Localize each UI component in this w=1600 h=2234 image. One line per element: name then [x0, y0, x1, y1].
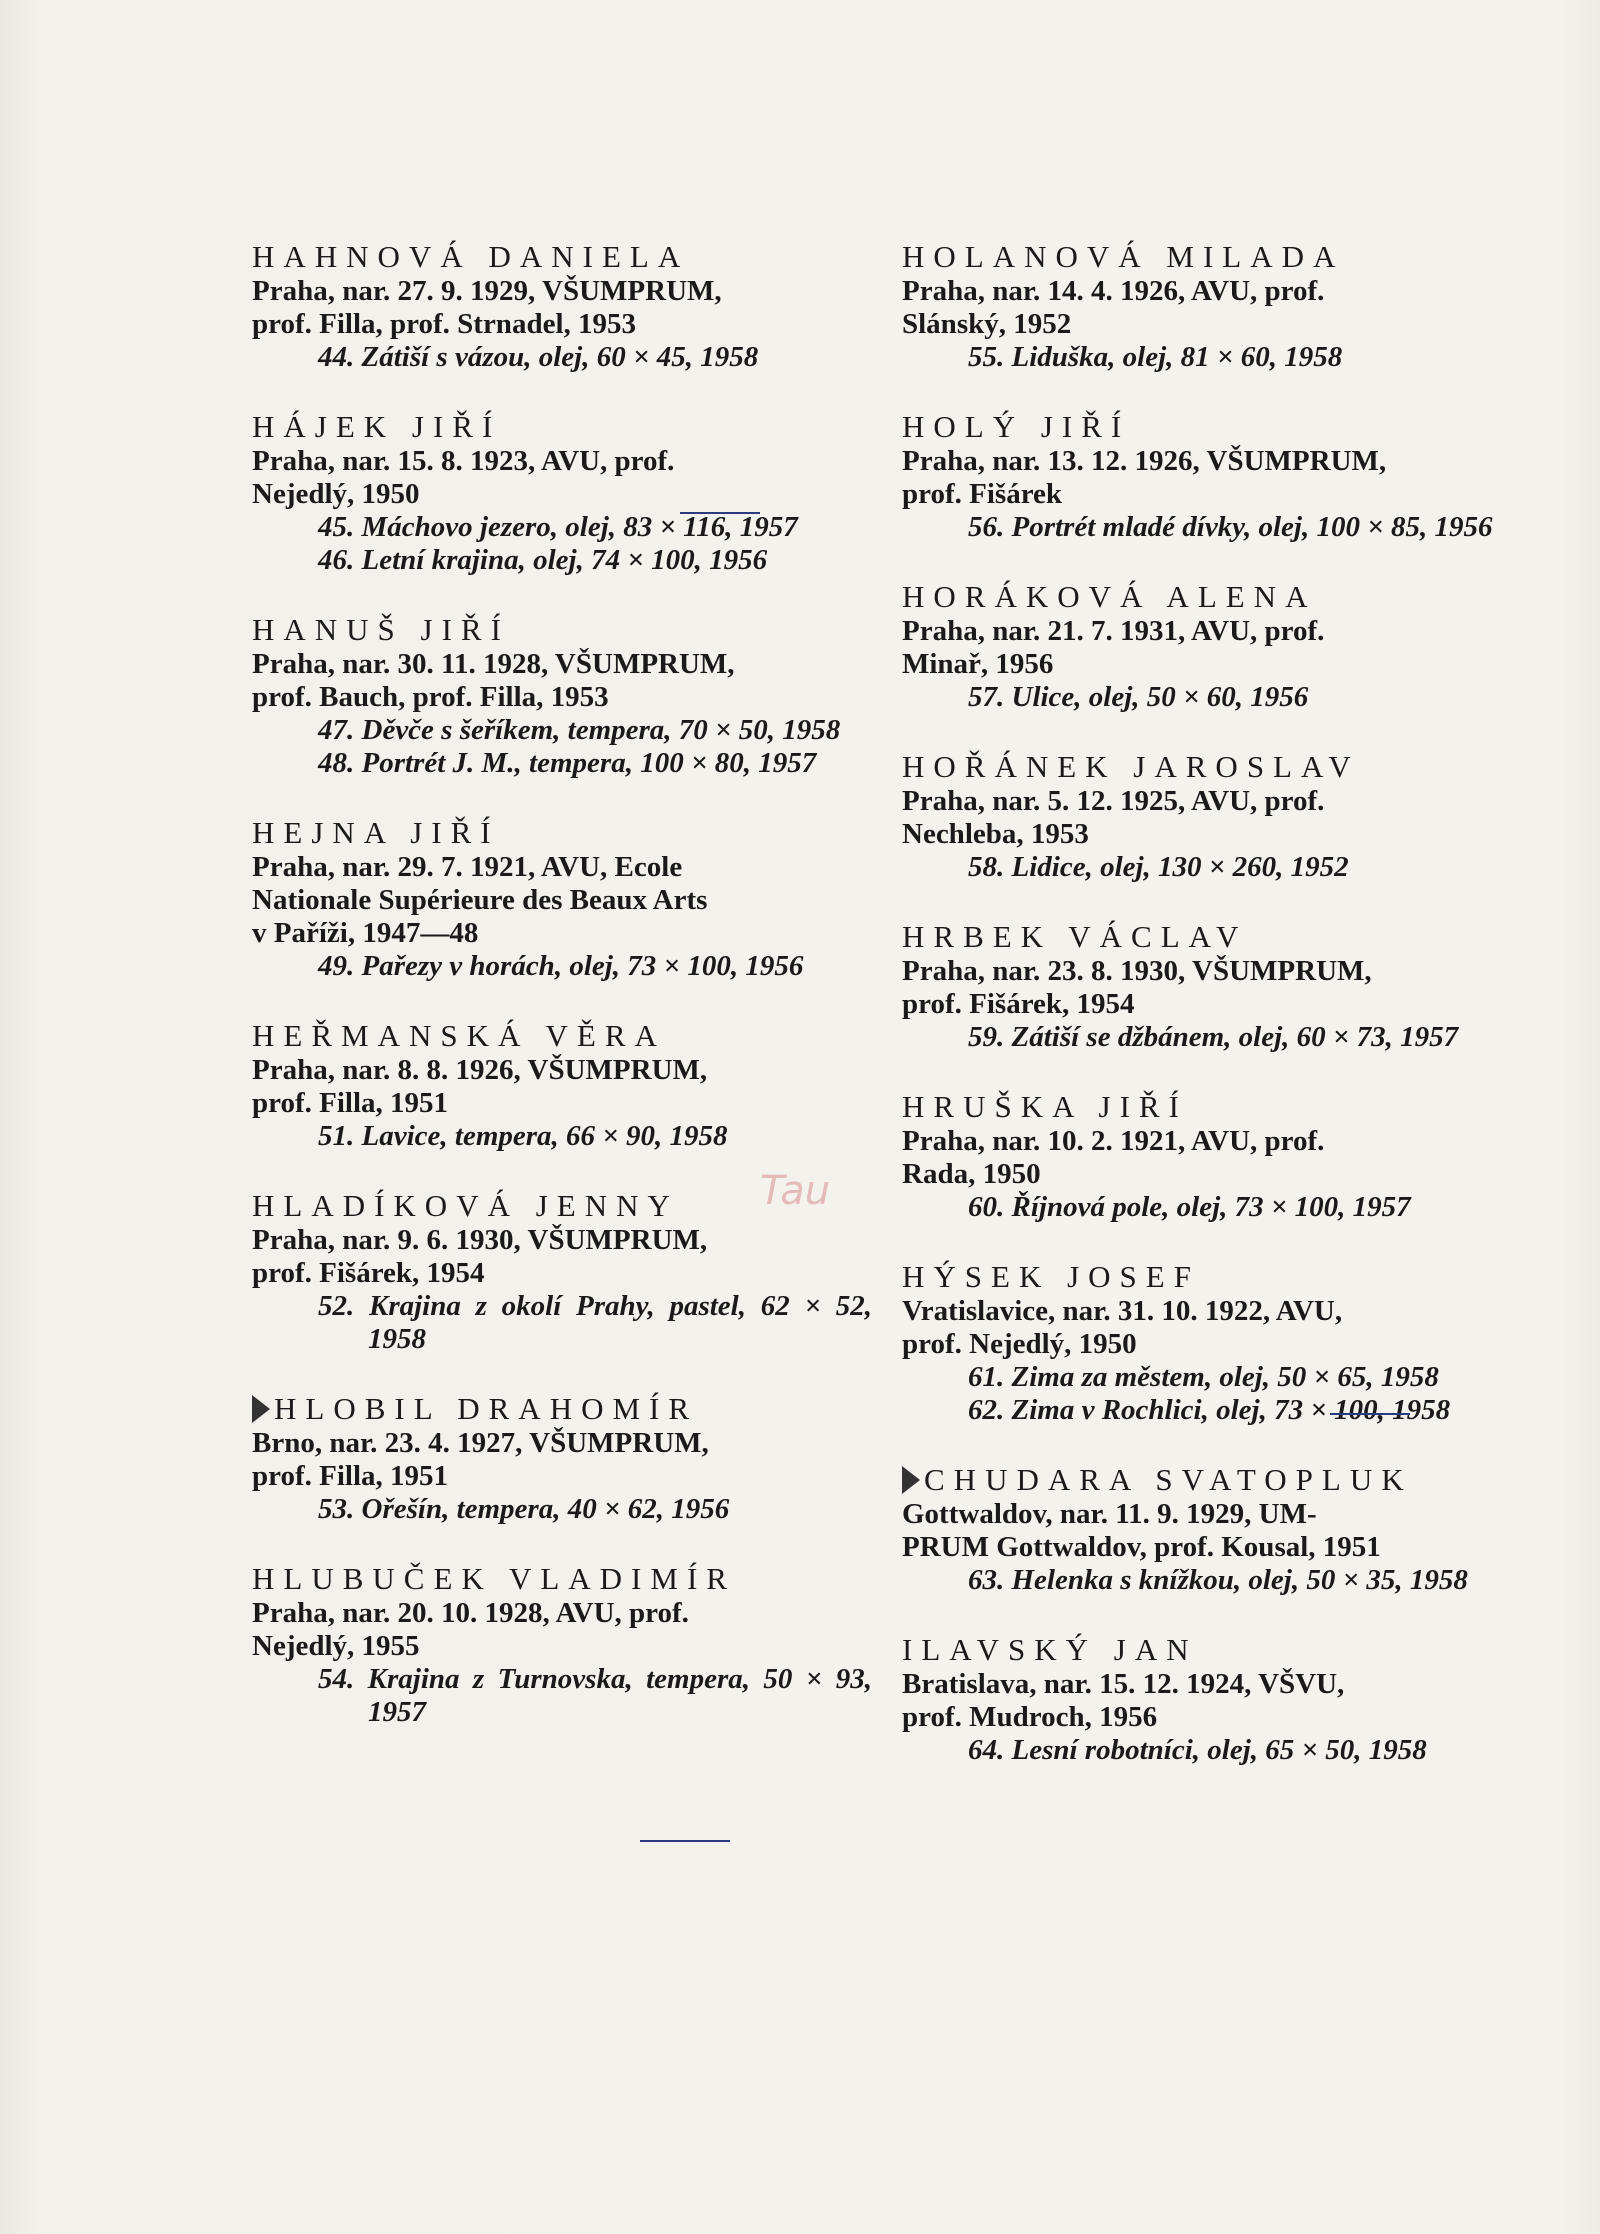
artist-name	[902, 748, 1522, 785]
artist-name-text: HLADÍKOVÁ JENNY	[252, 1188, 679, 1223]
artist-entry	[902, 408, 1522, 544]
artist-name	[252, 1390, 872, 1427]
artwork-item: 52. Krajina z okolí Prahy, pastel, 62 × 52, 1958	[318, 1290, 872, 1355]
artist-bio	[252, 275, 872, 341]
artist-name	[252, 814, 872, 851]
artist-name-text: HORÁKOVÁ ALENA	[902, 579, 1317, 614]
artwork-item: 57. Ulice, olej, 50 × 60, 1956	[968, 681, 1309, 713]
artwork-item: 53. Ořešín, tempera, 40 × 62, 1956	[318, 1493, 730, 1525]
artist-bio	[252, 648, 872, 714]
bio-line: prof. Filla, 1951	[252, 1460, 449, 1492]
bio-line: Vratislavice, nar. 31. 10. 1922, AVU,	[902, 1295, 1343, 1327]
artist-entry	[252, 1560, 872, 1729]
artist-bio	[252, 851, 872, 950]
artwork-item: 46. Letní krajina, olej, 74 × 100, 1956	[318, 544, 768, 576]
bio-line: Praha, nar. 8. 8. 1926, VŠUMPRUM,	[252, 1054, 708, 1086]
artist-entry	[252, 611, 872, 780]
bio-line: Praha, nar. 30. 11. 1928, VŠUMPRUM,	[252, 648, 735, 680]
bio-line: Praha, nar. 14. 4. 1926, AVU, prof.	[902, 275, 1325, 307]
artist-name	[902, 1461, 1522, 1498]
bio-line: Brno, nar. 23. 4. 1927, VŠUMPRUM,	[252, 1427, 709, 1459]
bio-line: prof. Nejedlý, 1950	[902, 1328, 1137, 1360]
artist-entry	[252, 1390, 872, 1526]
artist-bio	[252, 1427, 872, 1493]
left-column	[252, 238, 872, 1763]
artist-entry	[902, 1088, 1522, 1224]
artist-entry	[902, 578, 1522, 714]
artist-bio	[902, 1668, 1522, 1734]
bio-line: Praha, nar. 10. 2. 1921, AVU, prof.	[902, 1125, 1325, 1157]
artist-name-text: HOLÝ JIŘÍ	[902, 409, 1131, 444]
artist-name-text: CHUDARA SVATOPLUK	[924, 1462, 1413, 1497]
artwork-item: 61. Zima za městem, olej, 50 × 65, 1958	[968, 1361, 1439, 1393]
bio-line: Minař, 1956	[902, 648, 1054, 680]
marker-arrow-icon	[252, 1395, 270, 1423]
artist-name-text: HOLANOVÁ MILADA	[902, 239, 1345, 274]
artist-name-text: HRBEK VÁCLAV	[902, 919, 1248, 954]
pen-underline	[1330, 1413, 1410, 1415]
artist-name	[252, 408, 872, 445]
artist-name	[902, 1258, 1522, 1295]
pen-underline	[680, 512, 760, 514]
bio-line: Praha, nar. 23. 8. 1930, VŠUMPRUM,	[902, 955, 1372, 987]
artist-bio	[252, 1054, 872, 1120]
artist-name	[252, 1017, 872, 1054]
bio-line: Nationale Supérieure des Beaux Arts	[252, 884, 708, 916]
artist-name	[252, 611, 872, 648]
bio-line: Praha, nar. 15. 8. 1923, AVU, prof.	[252, 445, 675, 477]
artist-name	[902, 1088, 1522, 1125]
artist-bio	[902, 445, 1522, 511]
bio-line: v Paříži, 1947—48	[252, 917, 479, 949]
bio-line: PRUM Gottwaldov, prof. Kousal, 1951	[902, 1531, 1381, 1563]
pen-underline	[640, 1840, 730, 1842]
artwork-item: 47. Děvče s šeříkem, tempera, 70 × 50, 1958	[318, 714, 841, 746]
artwork-item: 51. Lavice, tempera, 66 × 90, 1958	[318, 1120, 728, 1152]
artist-name-text: HEJNA JIŘÍ	[252, 815, 500, 850]
marker-arrow-icon	[902, 1466, 920, 1494]
artwork-item: 48. Portrét J. M., tempera, 100 × 80, 1957	[318, 747, 817, 779]
artist-entry	[252, 408, 872, 577]
artist-name	[902, 578, 1522, 615]
artwork-item: 44. Zátiší s vázou, olej, 60 × 45, 1958	[318, 341, 759, 373]
artist-name-text: HLUBUČEK VLADIMÍR	[252, 1561, 736, 1596]
bio-line: Rada, 1950	[902, 1158, 1041, 1190]
artwork-item: 56. Portrét mladé dívky, olej, 100 × 85, 1956	[968, 511, 1493, 543]
bio-line: Praha, nar. 29. 7. 1921, AVU, Ecole	[252, 851, 683, 883]
artist-entry	[902, 238, 1522, 374]
artwork-item: 45. Máchovo jezero, olej, 83 × 116, 1957	[318, 511, 798, 543]
artist-bio	[902, 1295, 1522, 1361]
artwork-item: 58. Lidice, olej, 130 × 260, 1952	[968, 851, 1349, 883]
bio-line: Nejedlý, 1950	[252, 478, 420, 510]
bio-line: Nejedlý, 1955	[252, 1630, 420, 1662]
artist-bio	[902, 955, 1522, 1021]
artist-entry	[902, 748, 1522, 884]
artist-bio	[902, 615, 1522, 681]
bio-line: Praha, nar. 20. 10. 1928, AVU, prof.	[252, 1597, 689, 1629]
artist-name-text: HAHNOVÁ DANIELA	[252, 239, 690, 274]
bio-line: Praha, nar. 27. 9. 1929, VŠUMPRUM,	[252, 275, 722, 307]
artist-name-text: HÁJEK JIŘÍ	[252, 409, 502, 444]
artwork-item: 63. Helenka s knížkou, olej, 50 × 35, 1958	[968, 1564, 1468, 1596]
right-column	[902, 238, 1522, 1801]
artist-entry	[252, 238, 872, 374]
artwork-item: 59. Zátiší se džbánem, olej, 60 × 73, 1957	[968, 1021, 1459, 1053]
artist-name	[252, 238, 872, 275]
artist-bio	[902, 785, 1522, 851]
artist-entry	[902, 1631, 1522, 1767]
artist-name-text: ILAVSKÝ JAN	[902, 1632, 1198, 1667]
bio-line: prof. Mudroch, 1956	[902, 1701, 1158, 1733]
artist-name-text: HÝSEK JOSEF	[902, 1259, 1200, 1294]
artwork-item: 54. Krajina z Turnovska, tempera, 50 × 93, 1957	[318, 1663, 872, 1728]
bio-line: Bratislava, nar. 15. 12. 1924, VŠVU,	[902, 1668, 1345, 1700]
bio-line: prof. Fišárek, 1954	[902, 988, 1135, 1020]
artist-entry	[902, 918, 1522, 1054]
artist-bio	[902, 1498, 1522, 1564]
artist-name	[902, 408, 1522, 445]
artist-name-text: HEŘMANSKÁ VĚRA	[252, 1018, 666, 1053]
artist-name	[252, 1560, 872, 1597]
artist-bio	[252, 1597, 872, 1663]
artist-entry	[252, 1017, 872, 1153]
artist-name-text: HRUŠKA JIŘÍ	[902, 1089, 1188, 1124]
bio-line: prof. Fišárek	[902, 478, 1063, 510]
artist-entry	[252, 814, 872, 983]
artwork-item: 62. Zima v Rochlici, olej, 73 × 100, 1958	[968, 1394, 1451, 1426]
artist-bio	[252, 445, 872, 511]
artist-name	[902, 918, 1522, 955]
bio-line: prof. Fišárek, 1954	[252, 1257, 485, 1289]
artist-name-text: HANUŠ JIŘÍ	[252, 612, 510, 647]
bio-line: Praha, nar. 9. 6. 1930, VŠUMPRUM,	[252, 1224, 708, 1256]
artwork-item: 49. Pařezy v horách, olej, 73 × 100, 1956	[318, 950, 804, 982]
bio-line: Praha, nar. 21. 7. 1931, AVU, prof.	[902, 615, 1325, 647]
artist-name	[902, 238, 1522, 275]
artist-bio	[252, 1224, 872, 1290]
artist-bio	[902, 1125, 1522, 1191]
bio-line: prof. Filla, prof. Strnadel, 1953	[252, 308, 636, 340]
artwork-item: 60. Říjnová pole, olej, 73 × 100, 1957	[968, 1191, 1411, 1223]
artwork-item: 64. Lesní robotníci, olej, 65 × 50, 1958	[968, 1734, 1427, 1766]
bio-line: Nechleba, 1953	[902, 818, 1089, 850]
artist-name-text: HLOBIL DRAHOMÍR	[274, 1391, 699, 1426]
artist-entry	[902, 1461, 1522, 1597]
artist-entry	[902, 1258, 1522, 1427]
bio-line: Praha, nar. 5. 12. 1925, AVU, prof.	[902, 785, 1325, 817]
bio-line: prof. Filla, 1951	[252, 1087, 449, 1119]
artist-name-text: HOŘÁNEK JAROSLAV	[902, 749, 1360, 784]
bio-line: Gottwaldov, nar. 11. 9. 1929, UM-	[902, 1498, 1317, 1530]
artist-name	[902, 1631, 1522, 1668]
pencil-annotation: Tau	[760, 1168, 831, 1214]
artwork-item: 55. Liduška, olej, 81 × 60, 1958	[968, 341, 1343, 373]
artist-bio	[902, 275, 1522, 341]
bio-line: Praha, nar. 13. 12. 1926, VŠUMPRUM,	[902, 445, 1387, 477]
bio-line: Slánský, 1952	[902, 308, 1072, 340]
bio-line: prof. Bauch, prof. Filla, 1953	[252, 681, 609, 713]
